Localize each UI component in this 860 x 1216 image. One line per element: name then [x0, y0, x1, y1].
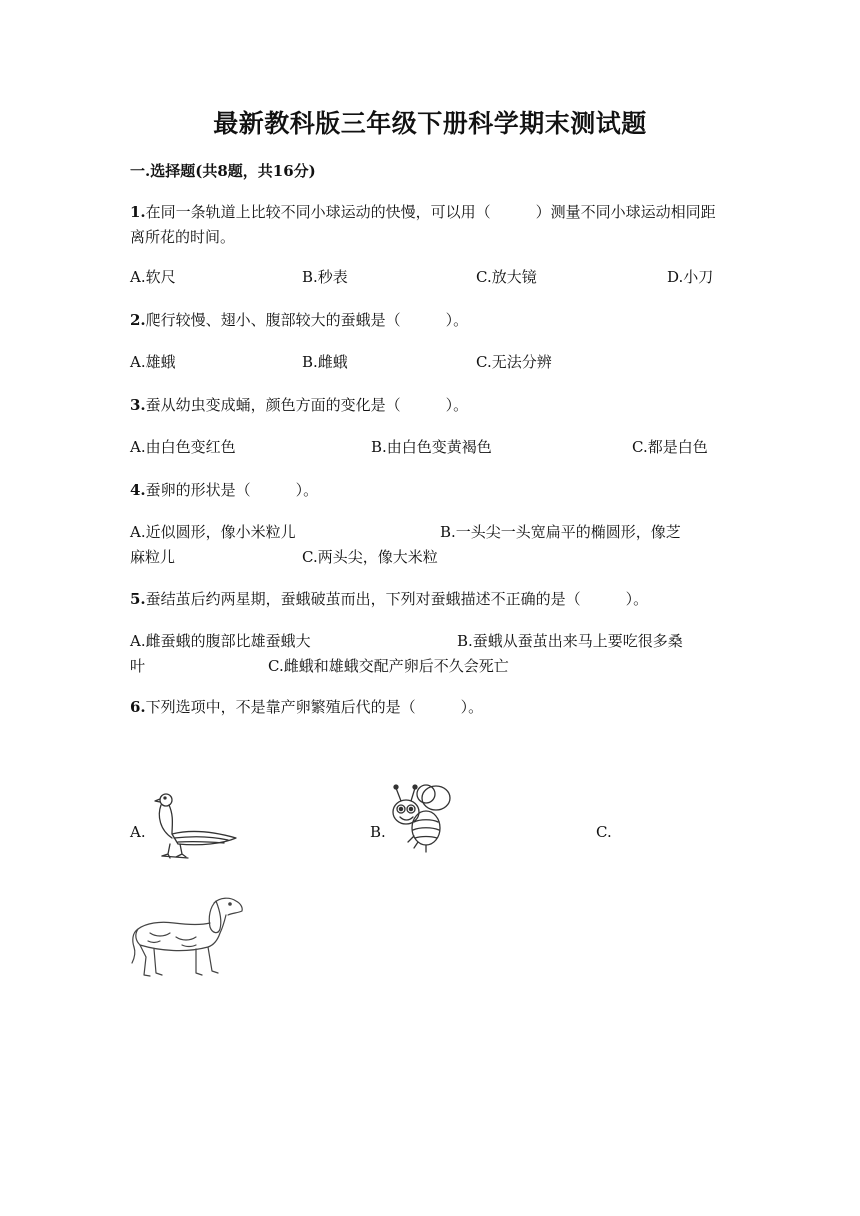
option-c[interactable]: C. [596, 823, 612, 841]
question-3 [130, 393, 730, 418]
option-b-continued[interactable]: 麻粒儿 [130, 548, 176, 566]
question-number: 2. [130, 311, 146, 329]
option-c[interactable]: C.雌蛾和雄蛾交配产卵后不久会死亡 [268, 657, 509, 675]
option-c[interactable]: C.都是白色 [632, 438, 708, 456]
question-6 [130, 695, 730, 720]
option-c[interactable]: C.两头尖，像大米粒 [302, 548, 438, 566]
page-title: 最新教科版三年级下册科学期末测试题 [213, 109, 647, 138]
section-heading: 一.选择题(共8题，共16分) [130, 162, 316, 180]
option-d[interactable]: D.小刀 [667, 268, 714, 286]
option-b[interactable]: B. [370, 823, 386, 841]
question-number: 1. [130, 203, 146, 221]
pigeon-icon [148, 786, 240, 862]
option-a[interactable]: A.雌蚕蛾的腹部比雄蚕蛾大 [130, 632, 311, 650]
option-c[interactable]: C.无法分辨 [476, 353, 552, 371]
option-a[interactable]: A.近似圆形，像小米粒儿 [130, 523, 296, 541]
option-a[interactable]: A.软尺 [130, 268, 176, 286]
question-number: 6. [130, 698, 146, 716]
option-a[interactable]: A. [130, 823, 146, 841]
question-text: 蚕结茧后约两星期，蚕蛾破茧而出，下列对蚕蛾描述不正确的是（ ）。 [145, 590, 649, 608]
option-b-continued[interactable]: 叶 [130, 657, 146, 675]
question-text: 下列选项中，不是靠产卵繁殖后代的是（ ）。 [145, 698, 484, 716]
question-text: 蚕从幼虫变成蛹，颜色方面的变化是（ ）。 [145, 396, 469, 414]
option-b[interactable]: B.秒表 [302, 268, 348, 286]
option-b[interactable]: B.由白色变黄褐色 [371, 438, 492, 456]
question-1 [130, 200, 730, 250]
question-text: 在同一条轨道上比较不同小球运动的快慢，可以用（ ）测量不同小球运动相同距离所花的时间。 [130, 203, 716, 246]
question-text: 蚕卵的形状是（ ）。 [145, 481, 319, 499]
bee-icon [388, 782, 458, 854]
option-c[interactable]: C.放大镜 [476, 268, 537, 286]
question-number: 3. [130, 396, 146, 414]
option-b[interactable]: B.雌蛾 [302, 353, 348, 371]
option-a[interactable]: A.雄蛾 [130, 353, 176, 371]
option-b[interactable]: B.一头尖一头宽扁平的椭圆形，像芝 [440, 523, 681, 541]
question-4 [130, 478, 730, 503]
question-number: 4. [130, 481, 146, 499]
option-a[interactable]: A.由白色变红色 [130, 438, 236, 456]
dog-icon [130, 893, 245, 985]
question-number: 5. [130, 590, 146, 608]
question-2 [130, 308, 730, 333]
question-5 [130, 587, 730, 612]
option-b[interactable]: B.蚕蛾从蚕茧出来马上要吃很多桑 [457, 632, 683, 650]
question-text: 爬行较慢、翅小、腹部较大的蚕蛾是（ ）。 [145, 311, 469, 329]
